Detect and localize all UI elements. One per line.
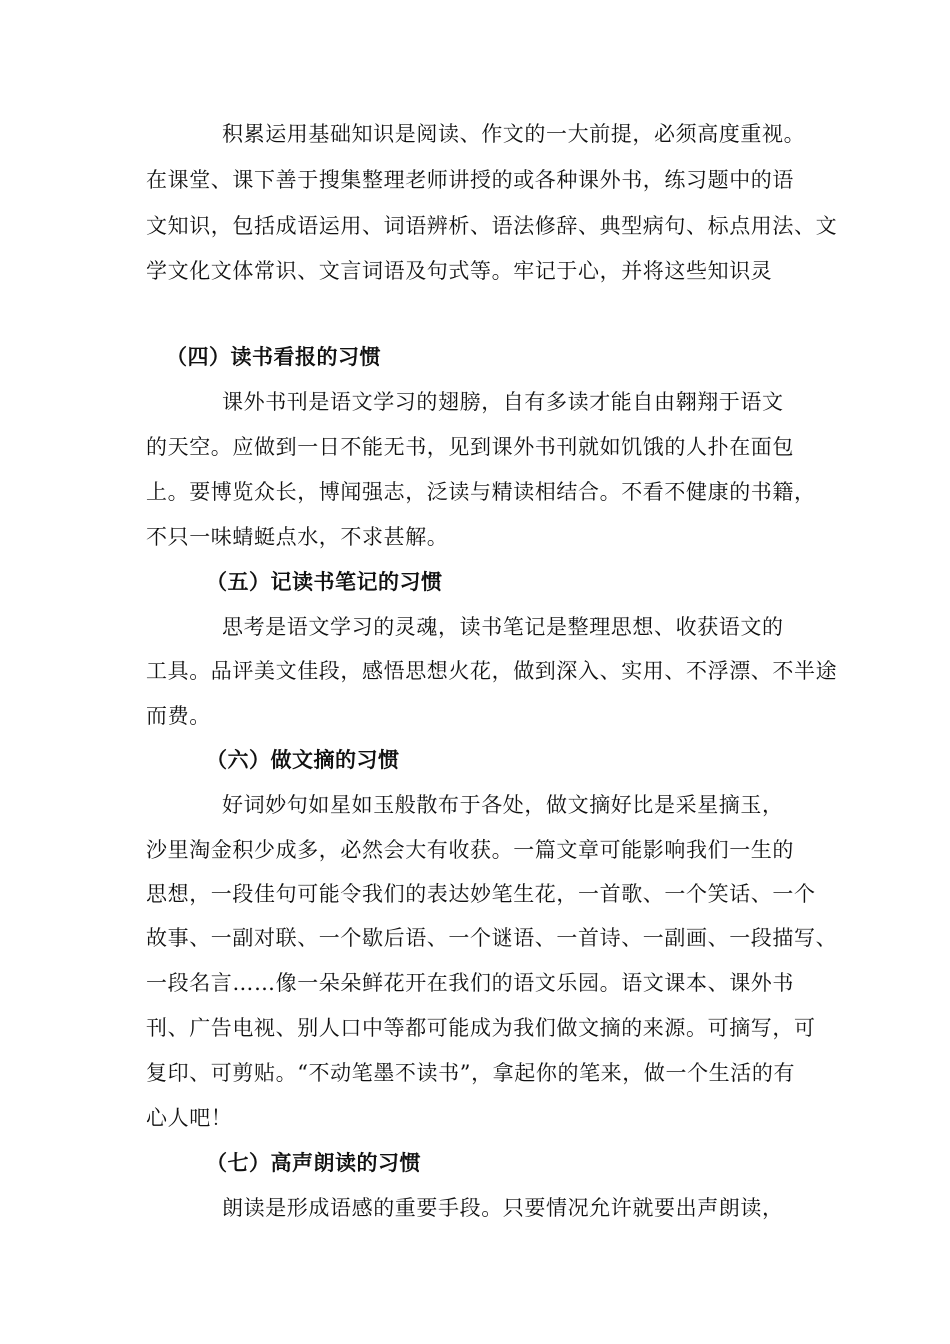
- section-heading: （六）做文摘的习惯: [206, 748, 400, 772]
- paragraph-line: 积累运用基础知识是阅读、作文的一大前提，必须高度重视。: [222, 122, 806, 146]
- paragraph-line: 不只一味蜻蜓点水，不求甚解。: [146, 525, 449, 549]
- paragraph-line: 沙里淘金积少成多，必然会大有收获。一篇文章可能影响我们一生的: [146, 838, 794, 862]
- paragraph-line: 朗读是形成语感的重要手段。只要情况允许就要出声朗读，: [222, 1196, 784, 1220]
- paragraph-line: 复印、可剪贴。“不动笔墨不读书”，拿起你的笔来，做一个生活的有: [146, 1061, 796, 1085]
- paragraph-line: 学文化文体常识、文言词语及句式等。牢记于心，并将这些知识灵: [146, 259, 773, 283]
- section-heading: （四）读书看报的习惯: [166, 345, 381, 369]
- paragraph-line: 心人吧！: [146, 1106, 233, 1130]
- paragraph-line: 工具。品评美文佳段，感悟思想火花，做到深入、实用、不浮漂、不半途: [146, 659, 838, 683]
- paragraph-line: 一段名言……像一朵朵鲜花开在我们的语文乐园。语文课本、课外书: [146, 971, 794, 995]
- section-heading: （七）高声朗读的习惯: [206, 1151, 421, 1175]
- paragraph-line: 故事、一副对联、一个歇后语、一个谜语、一首诗、一副画、一段描写、: [146, 926, 838, 950]
- paragraph-line: 上。要博览众长，博闻强志，泛读与精读相结合。不看不健康的书籍，: [146, 480, 816, 504]
- paragraph-line: 思考是语文学习的灵魂，读书笔记是整理思想、收获语文的: [222, 615, 784, 639]
- paragraph-line: 思想，一段佳句可能令我们的表达妙笔生花，一首歌、一个笑话、一个: [146, 882, 816, 906]
- paragraph-line: 在课堂、课下善于搜集整理老师讲授的或各种课外书，练习题中的语: [146, 168, 794, 192]
- paragraph-line: 课外书刊是语文学习的翅膀，自有多读才能自由翱翔于语文: [222, 390, 784, 414]
- paragraph-line: 而费。: [146, 704, 211, 728]
- section-heading: （五）记读书笔记的习惯: [206, 570, 443, 594]
- paragraph-line: 的天空。应做到一日不能无书，见到课外书刊就如饥饿的人扑在面包: [146, 435, 794, 459]
- paragraph-line: 刊、广告电视、别人口中等都可能成为我们做文摘的来源。可摘写，可: [146, 1016, 816, 1040]
- paragraph-line: 文知识，包括成语运用、词语辨析、语法修辞、典型病句、标点用法、文: [146, 214, 838, 238]
- paragraph-line: 好词妙句如星如玉般散布于各处，做文摘好比是采星摘玉，: [222, 793, 784, 817]
